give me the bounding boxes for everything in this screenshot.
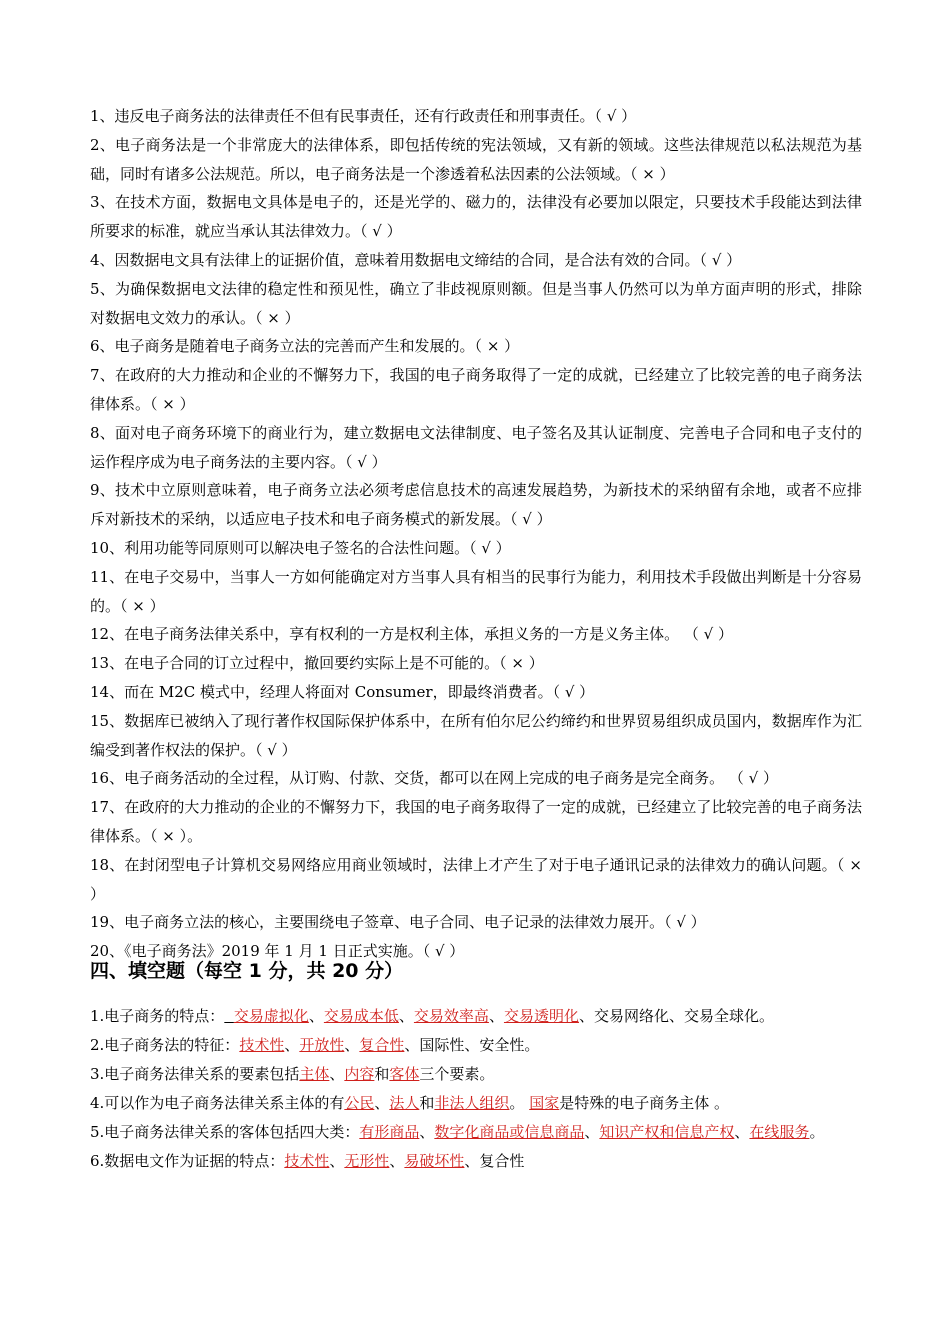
answer: 非法人组织	[434, 1093, 510, 1112]
answer: 内容	[344, 1064, 375, 1083]
true-false-list	[90, 102, 862, 966]
answer: 技术性	[239, 1035, 285, 1054]
tf-item-18: 18、在封闭型电子计算机交易网络应用商业领域时，法律上才产生了对于电子通讯记录的法律效力的确认问题。（ × ）	[90, 855, 862, 903]
tf-item-6: 6、电子商务是随着电子商务立法的完善而产生和发展的。（ × ）	[90, 337, 520, 356]
answer: 在线服务	[749, 1122, 810, 1141]
tf-item-13: 13、在电子合同的订立过程中，撤回要约实际上是不可能的。（ × ）	[90, 654, 544, 673]
fill-prefix: 2.电子商务法的特征：	[90, 1035, 240, 1054]
fill-prefix: 1.电子商务的特点：	[90, 1006, 225, 1025]
fill-suffix: 是特殊的电子商务主体 。	[559, 1093, 729, 1112]
tf-item-2: 2、电子商务法是一个非常庞大的法律体系，即包括传统的宪法领域，又有新的领域。这些法律规范以私法规范为基础，同时有诸多公法规范。所以，电子商务法是一个渗透着私法因素的公法领域。（ × ）	[90, 135, 862, 183]
answer: 法人	[389, 1093, 420, 1112]
fill-item-1	[90, 1002, 862, 1031]
tf-item-12: 12、在电子商务法律关系中，享有权利的一方是权利主体，承担义务的一方是义务主体。 （ √ ）	[90, 625, 733, 644]
answer: 有形商品	[359, 1122, 420, 1141]
tf-item-20: 20、《电子商务法》2019 年 1 月 1 日正式实施。（ √ ）	[90, 942, 465, 961]
blank-gap	[224, 1007, 234, 1025]
fill-item-2	[90, 1031, 862, 1060]
tf-item-14: 14、而在 M2C 模式中，经理人将面对 Consumer，即最终消费者。（ √ ）	[90, 682, 595, 701]
sep: 、	[284, 1035, 300, 1054]
answer: 公民	[344, 1093, 375, 1112]
tf-item-17: 17、在政府的大力推动的企业的不懈努力下，我国的电子商务取得了一定的成就，已经建立了比较完善的电子商务法律体系。（ × ）。	[90, 798, 862, 845]
fill-prefix: 3.电子商务法律关系的要素包括	[90, 1064, 300, 1083]
tf-item-3: 3、在技术方面，数据电文具体是电子的，还是光学的、磁力的，法律没有必要加以限定，只要技术手段能达到法律所要求的标准，就应当承认其法律效力。（ √ ）	[90, 193, 862, 241]
fill-suffix: 、国际性、安全性。	[404, 1035, 540, 1054]
tf-item-11: 11、在电子交易中，当事人一方如何能确定对方当事人具有相当的民事行为能力，利用技术手段做出判断是十分容易的。（ × ）	[90, 567, 862, 615]
sep: 、	[329, 1151, 345, 1170]
fill-suffix: 、复合性	[464, 1151, 525, 1170]
answer: 交易效率高	[413, 1006, 489, 1025]
sep: 、	[329, 1064, 345, 1083]
fill-prefix: 6.数据电文作为证据的特点：	[90, 1151, 285, 1170]
document-page	[90, 102, 862, 1176]
sep: 、	[308, 1006, 324, 1025]
fill-prefix: 4.可以作为电子商务法律关系主体的有	[90, 1093, 345, 1112]
fill-suffix: 、交易网络化、交易全球化。	[578, 1006, 774, 1025]
fill-suffix: 三个要素。	[419, 1064, 495, 1083]
answer: 交易虚拟化	[233, 1006, 309, 1025]
sep: 、	[488, 1006, 504, 1025]
section-heading: 四、填空题（每空 1 分，共 20 分）	[90, 959, 404, 982]
tf-item-19: 19、电子商务立法的核心，主要围绕电子签章、电子合同、电子记录的法律效力展开。（ √ ）	[90, 913, 706, 932]
sep: 和	[374, 1064, 390, 1083]
sep: 、	[734, 1122, 750, 1141]
tf-item-9: 9、技术中立原则意味着，电子商务立法必须考虑信息技术的高速发展趋势，为新技术的采纳留有余地，或者不应排斥对新技术的采纳，以适应电子技术和电子商务模式的新发展。（ √ ）	[90, 481, 862, 529]
answer: 数字化商品或信息商品	[434, 1122, 585, 1141]
sep: 、	[374, 1093, 390, 1112]
fill-item-4	[90, 1089, 862, 1118]
answer: 开放性	[299, 1035, 345, 1054]
sep: 、	[398, 1006, 414, 1025]
fill-item-3	[90, 1060, 862, 1089]
fill-suffix: 。	[809, 1122, 825, 1141]
fill-blank-list	[90, 1002, 862, 1176]
sep: 、	[389, 1151, 405, 1170]
answer: 客体	[389, 1064, 420, 1083]
tf-item-5: 5、为确保数据电文法律的稳定性和预见性，确立了非歧视原则额。但是当事人仍然可以为单方面声明的形式，排除对数据电文效力的承认。（ × ）	[90, 279, 862, 327]
answer: 无形性	[344, 1151, 390, 1170]
answer: 国家	[529, 1093, 560, 1112]
tf-item-16: 16、电子商务活动的全过程，从订购、付款、交货，都可以在网上完成的电子商务是完全商务。 （ √ ）	[90, 769, 778, 788]
answer: 交易透明化	[503, 1006, 579, 1025]
answer: 技术性	[284, 1151, 330, 1170]
tf-item-7: 7、在政府的大力推动和企业的不懈努力下，我国的电子商务取得了一定的成就，已经建立了比较完善的电子商务法律体系。（ × ）	[90, 366, 862, 413]
tf-item-4: 4、因数据电文具有法律上的证据价值，意味着用数据电文缔结的合同，是合法有效的合同。（ √ ）	[90, 250, 742, 269]
fill-prefix: 5.电子商务法律关系的客体包括四大类：	[90, 1122, 360, 1141]
tf-item-15: 15、数据库已被纳入了现行著作权国际保护体系中，在所有伯尔尼公约缔约和世界贸易组织成员国内，数据库作为汇编受到著作权法的保护。（ √ ）	[90, 711, 862, 759]
tf-item-10: 10、利用功能等同原则可以解决电子签名的合法性问题。（ √ ）	[90, 538, 511, 557]
answer: 知识产权和信息产权	[599, 1122, 735, 1141]
tf-item-1: 1、违反电子商务法的法律责任不但有民事责任，还有行政责任和刑事责任。（ √ ）	[90, 107, 637, 125]
answer: 交易成本低	[323, 1006, 399, 1025]
sep: 、	[419, 1122, 435, 1141]
answer: 易破坏性	[404, 1151, 465, 1170]
sep: 和	[419, 1093, 435, 1112]
tf-item-8: 8、面对电子商务环境下的商业行为，建立数据电文法律制度、电子签名及其认证制度、完善电子合同和电子支付的运作程序成为电子商务法的主要内容。（ √ ）	[90, 423, 862, 471]
fill-item-6	[90, 1147, 862, 1176]
sep: 。	[509, 1093, 530, 1112]
sep: 、	[584, 1122, 600, 1141]
fill-item-5	[90, 1118, 862, 1147]
sep: 、	[344, 1035, 360, 1054]
answer: 复合性	[359, 1035, 405, 1054]
answer: 主体	[299, 1064, 330, 1083]
